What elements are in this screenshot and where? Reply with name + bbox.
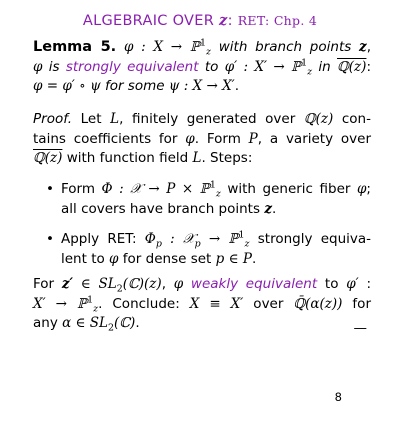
b2-sup: 1 [238,229,245,241]
c-for: for [342,295,371,312]
b2-text-2: strongly equiva- [249,231,372,248]
lemma-sub-2: z [307,66,313,78]
c-conclude: . Conclude: [98,295,190,312]
lemma-line-3 [33,77,371,97]
closing-line-2 [33,295,371,315]
lemma-to: to [198,58,225,75]
c-sub: z [93,303,99,315]
c-equiv: X ≡ X′ [189,295,244,312]
b1-sub: z [215,188,221,200]
proof-field: ℚ(z) [303,111,334,127]
proof-line-2 [33,130,371,150]
list-item [46,180,371,219]
c-C: (ℂ) [114,315,136,332]
b1-map: Φ : 𝒳 → P × ℙ [101,181,210,197]
b1-sup: 1 [209,179,216,191]
lemma-line-2 [33,58,371,78]
steps-list [46,180,371,280]
proof-text-6: with function field [62,150,193,167]
b1-phi: φ [356,181,367,197]
c-colon: : [358,276,371,292]
closing-line-1 [33,275,371,295]
b2-sub-p2: p [194,238,201,250]
list-item [46,230,371,269]
c-text: For [33,276,62,292]
b1-text: Form [61,181,102,197]
b2-X: 𝒳 [182,231,195,248]
lemma-branch: z [359,39,367,55]
title-symbol: z [219,12,228,29]
proof-text: Let [72,111,111,127]
title-chapter: RET: Chp. 4 [237,13,318,28]
b2-arrow: → ℙ [200,231,239,248]
proof-L-2: L [192,150,202,167]
c-sub-2b: 2 [108,322,115,334]
lemma-sub: z [206,46,211,58]
c-alpha: α ∈ SL [62,315,109,332]
lemma-block [33,38,371,97]
c-sup: 1 [87,294,94,306]
proof-text-5: , a variety over [257,130,372,147]
lemma-sup: 1 [200,37,207,49]
c-sub-2: 2 [116,283,123,295]
b1-text-3: all covers have branch points [61,200,265,217]
lemma-label: Lemma 5. [33,39,117,55]
proof-field-2: ℚ(z) [33,150,63,167]
closing-line-3 [33,314,371,334]
lemma-psi: ψ : X → X′ [168,78,235,95]
lemma-colon: : [366,58,371,75]
c-Cz: (ℂ)(z) [122,276,162,292]
proof-P: P [248,130,258,147]
proof-steps: . Steps: [201,150,253,167]
c-phiprime: φ′ [346,276,359,292]
bullet-2-line-2 [61,250,371,270]
title-colon: : [227,13,233,29]
lemma-phi: φ [33,58,43,75]
b2-Phi: Φ [144,231,156,248]
b2-colon: : [161,231,183,248]
b2-phi: φ [109,250,119,267]
bullet-icon: • [46,231,54,248]
b2-text: Apply RET: [61,231,145,248]
proof-text-2: , finitely generated over [119,111,304,127]
c-period: . [135,315,140,332]
c-any: any [33,315,63,332]
bullet-1-line-1 [61,180,371,200]
b2-sub: z [244,238,250,250]
c-over: over [243,295,294,312]
b2-p-in-P: p ∈ P [215,250,252,267]
page-number: 8 [334,390,342,404]
lemma-is: is [42,58,66,75]
lemma-text: with branch points [211,39,360,55]
lemma-strong-equiv: strongly equivalent [65,58,199,75]
b1-text-2: with generic fiber [220,181,357,197]
bullet-2-line-1 [61,230,371,250]
lemma-in: in [312,58,338,75]
lemma-composition: φ = φ′ ∘ ψ [33,78,101,95]
proof-text-4: . Form [194,130,249,147]
closing-block [33,275,371,334]
c-phi: φ [173,276,184,292]
proof-L: L [110,111,120,127]
proof-hyphen: con- [333,111,371,127]
b2-period: . [251,250,257,267]
b2-text-4: for dense set [118,250,216,267]
proof-label: Proof. [33,111,73,127]
lemma-sup-2: 1 [301,57,308,69]
c-to: to [317,276,347,292]
bullet-1-line-2 [61,200,371,220]
lemma-line-1 [33,38,371,58]
c-comma: , [161,276,174,292]
lemma-period: . [234,78,240,95]
c-zprime: z′ [61,276,74,292]
proof-block [33,110,371,169]
bullet-icon: • [46,181,54,197]
lemma-field: ℚ(z) [337,58,367,75]
b1-semi: ; [366,181,371,197]
lemma-phiprime: φ′ : X′ → ℙ [224,58,302,75]
c-map: X′ → ℙ [33,295,88,312]
b1-z: z [264,200,272,217]
b1-period: . [271,200,277,217]
proof-text-3: tains coefficients for [33,130,186,147]
lemma-for-some: for some [100,78,169,95]
proof-line-1 [33,110,371,130]
lemma-comma: , [366,39,371,55]
title-text: ALGEBRAIC OVER [82,13,215,29]
lemma-map: φ : X → ℙ [123,39,200,55]
slide-title [0,12,400,29]
c-field: ℚ̄(α(z)) [293,295,343,312]
proof-phi: φ [185,130,195,147]
qed-symbol: — [353,320,367,336]
proof-line-3 [33,149,371,169]
c-weak-equiv: weakly equivalent [183,276,318,292]
c-in-SL: ∈ SL [73,276,117,292]
b2-sub-p: p [155,238,162,250]
b2-text-3: lent to [61,250,110,267]
